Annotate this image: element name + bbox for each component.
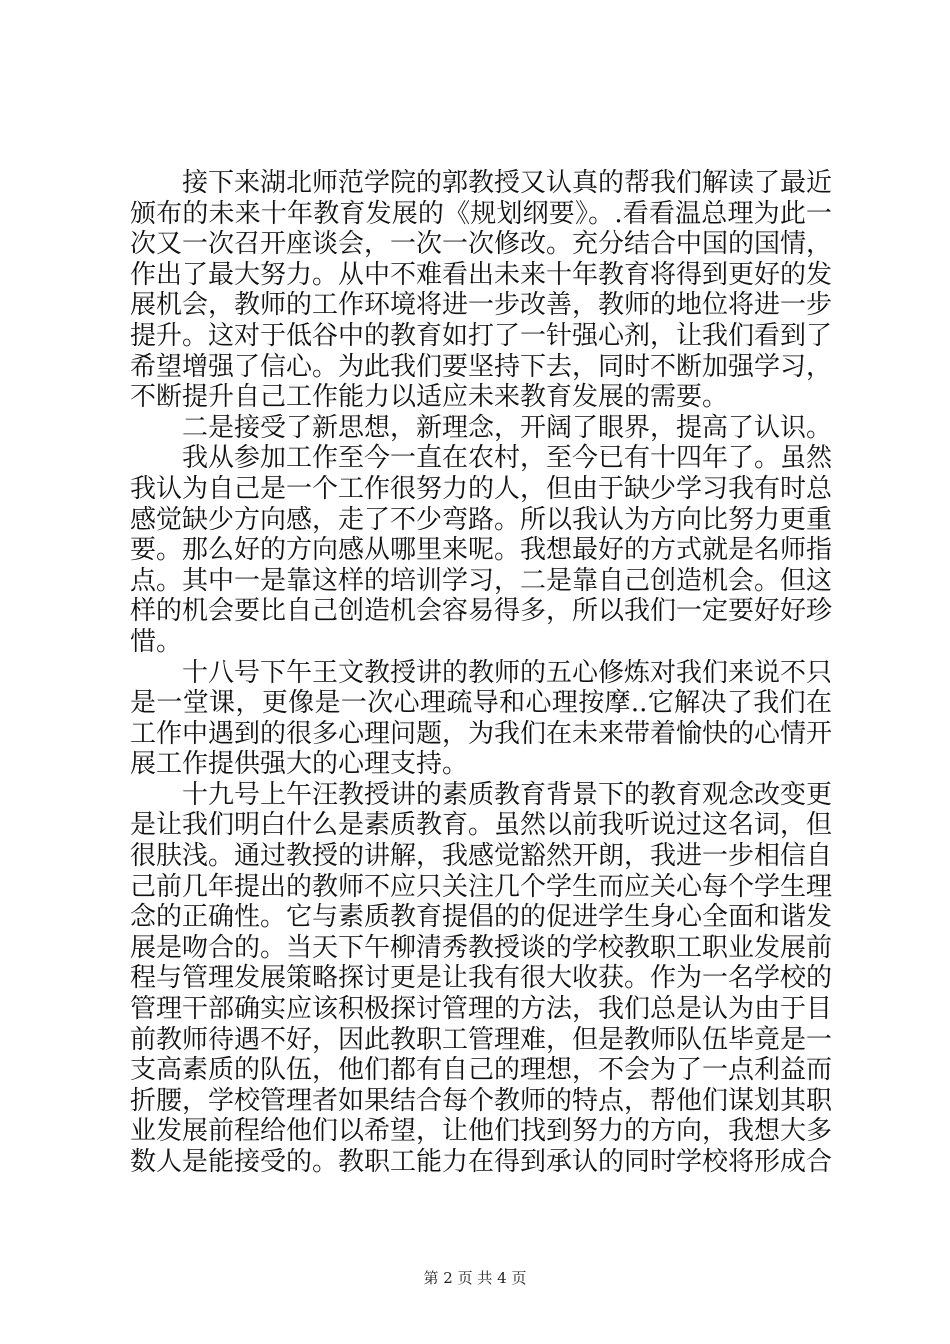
page-number-footer: 第 2 页 共 4 页 — [423, 1269, 527, 1287]
document-body — [130, 168, 832, 1178]
paragraph: 二是接受了新思想，新理念，开阔了眼界，提高了认识。 — [182, 412, 833, 443]
paragraph: 十九号上午汪教授讲的素质教育背景下的教育观念改变更是让我们明白什么是素质教育。虽然以前我听说过这名词，但很肤浅。通过教授的讲解，我感觉豁然开朗，我进一步相信自己前几年提出的教师不应只关注几个学生而应关心每个学生理念的正确性。它与素质教育提倡的的促进学生身心全面和谐发展是吻合的。当天下午柳清秀教授谈的学校教职工职业发展前程与管理发展策略探讨更是让我有很大收获。作为一名学校的管理干部确实应该积极探讨管理的方法，我们总是认为由于目前教师待遇不好，因此教职工管理难，但是教师队伍毕竟是一支高素质的队伍，他们都有自己的理想，不会为了一点利益而折腰，学校管理者如果结合每个教师的特点，帮他们谋划其职业发展前程给他们以希望，让他们找到努力的方向，我想大多数人是能接受的。教职工能力在得到承认的同时学校将形成合 — [130, 779, 833, 1177]
paragraph: 十八号下午王文教授讲的教师的五心修炼对我们来说不只是一堂课，更像是一次心理疏导和心理按摩..它解决了我们在工作中遇到的很多心理问题，为我们在未来带着愉快的心情开展工作提供强大的心理支持。 — [130, 657, 833, 780]
paragraph: 接下来湖北师范学院的郭教授又认真的帮我们解读了最近颁布的未来十年教育发展的《规划纲要》。.看看温总理为此一次又一次召开座谈会，一次一次修改。充分结合中国的国情，作出了最大努力。从中不难看出未来十年教育将得到更好的发展机会，教师的工作环境将进一步改善，教师的地位将进一步提升。这对于低谷中的教育如打了一针强心剂，让我们看到了希望增强了信心。为此我们要坚持下去，同时不断加强学习，不断提升自己工作能力以适应未来教育发展的需要。 — [130, 168, 833, 413]
paragraph: 我从参加工作至今一直在农村，至今已有十四年了。虽然我认为自己是一个工作很努力的人，但由于缺少学习我有时总感觉缺少方向感，走了不少弯路。所以我认为方向比努力更重要。那么好的方向感从哪里来呢。我想最好的方式就是名师指点。其中一是靠这样的培训学习，二是靠自己创造机会。但这样的机会要比自己创造机会容易得多，所以我们一定要好好珍惜。 — [130, 443, 833, 657]
